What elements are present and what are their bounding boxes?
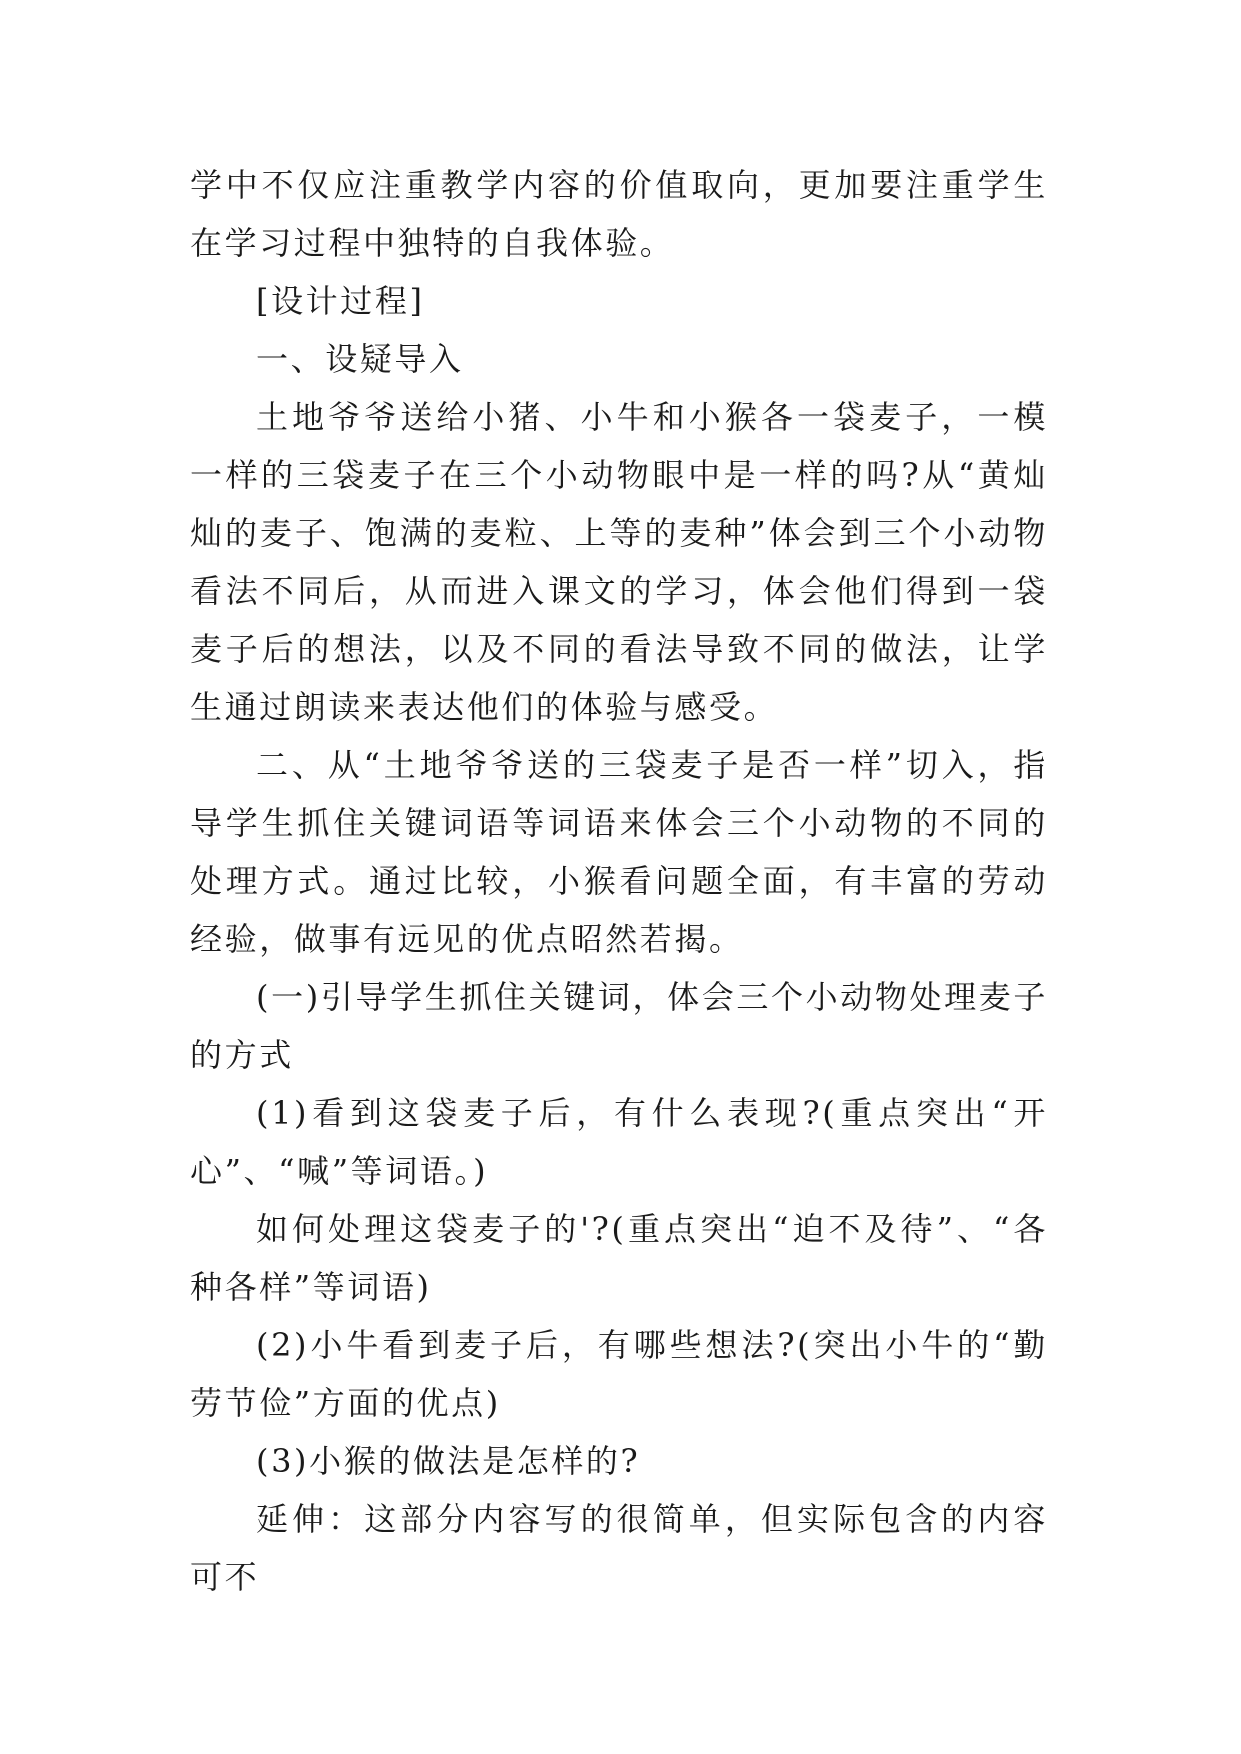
paragraph-extension: 延伸：这部分内容写的很简单，但实际包含的内容可不 — [190, 1500, 1048, 1596]
subheading-introduction: 一、设疑导入 — [256, 340, 464, 378]
paragraph-intro-continuation: 学中不仅应注重教学内容的价值取向，更加要注重学生在学习过程中独特的自我体验。 — [190, 166, 1048, 262]
paragraph-section-two: 二、从“土地爷爷送的三袋麦子是否一样”切入，指导学生抓住关键词语等词语来体会三个小动物的不同的处理方式。通过比较，小猴看问题全面，有丰富的劳动经验，做事有远见的优点昭然若揭。 — [190, 746, 1048, 958]
paragraph-introduction: 土地爷爷送给小猪、小牛和小猴各一袋麦子，一模一样的三袋麦子在三个小动物眼中是一样的吗?从“黄灿灿的麦子、饱满的麦粒、上等的麦种”体会到三个小动物看法不同后，从而进入课文的学习，体会他们得到一袋麦子后的想法，以及不同的看法导致不同的做法，让学生通过朗读来表达他们的体验与感受。 — [190, 398, 1048, 726]
list-item-1: (1)看到这袋麦子后，有什么表现?(重点突出“开心”、“喊”等词语。) — [190, 1094, 1048, 1190]
document-body — [190, 156, 1048, 1606]
paragraph-question: 如何处理这袋麦子的'?(重点突出“迫不及待”、“各种各样”等词语) — [190, 1210, 1048, 1306]
section-heading-design-process: [设计过程] — [256, 282, 425, 320]
paragraph-subsection-one: (一)引导学生抓住关键词，体会三个小动物处理麦子的方式 — [190, 978, 1048, 1074]
list-item-3: (3)小猴的做法是怎样的? — [256, 1442, 641, 1480]
list-item-2: (2)小牛看到麦子后，有哪些想法?(突出小牛的“勤劳节俭”方面的优点) — [190, 1326, 1048, 1422]
